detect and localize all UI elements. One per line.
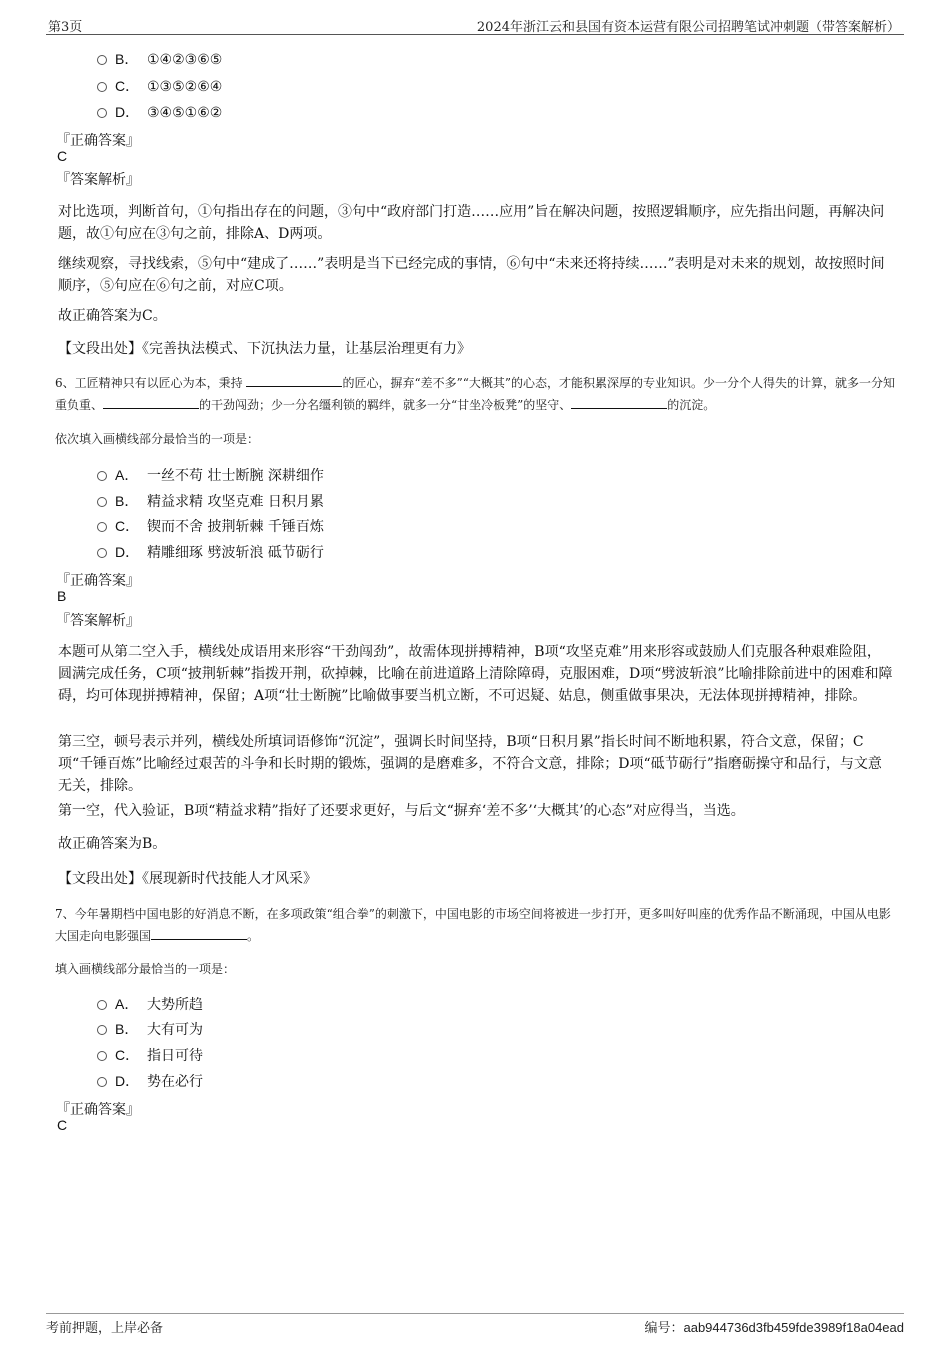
q7-option-d[interactable]: D． 势在必行 — [97, 1071, 203, 1091]
radio-icon[interactable] — [97, 1051, 107, 1061]
q5-answer-label: 『正确答案』 — [56, 133, 140, 149]
q6-instruction: 依次填入画横线部分最恰当的一项是： — [55, 432, 260, 446]
document-title: 2024年浙江云和县国有资本运营有限公司招聘笔试冲刺题（带答案解析） — [476, 20, 900, 35]
q6-analysis-paragraph: 第一空，代入验证，B项“精益求精”指好了还要求更好，与后文“摒弃‘差不多’‘大概其’的心态”对应得当，当选。 — [58, 803, 745, 819]
radio-icon[interactable] — [97, 55, 107, 65]
q6-source: 【文段出处】《展现新时代技能人才风采》 — [58, 871, 317, 887]
q5-option-b[interactable]: B． ①④②③⑥⑤ — [97, 49, 222, 69]
radio-icon[interactable] — [97, 1077, 107, 1087]
q6-conclusion: 故正确答案为B。 — [58, 836, 167, 852]
q6-option-a[interactable]: A． 一丝不苟 壮士断腕 深耕细作 — [97, 465, 324, 485]
q7-option-a[interactable]: A． 大势所趋 — [97, 994, 203, 1014]
q7-instruction: 填入画横线部分最恰当的一项是： — [55, 962, 236, 976]
q5-option-c[interactable]: C． ①③⑤②⑥④ — [97, 76, 222, 96]
q7-answer-label: 『正确答案』 — [56, 1102, 140, 1118]
page-header — [46, 14, 904, 35]
q7-answer: C — [57, 1117, 68, 1133]
q5-answer: C — [57, 148, 68, 164]
radio-icon[interactable] — [97, 522, 107, 532]
q7-option-c[interactable]: C． 指日可待 — [97, 1045, 203, 1065]
blank-line — [151, 927, 247, 940]
q5-source: 【文段出处】《完善执法模式、下沉执法力量，让基层治理更有力》 — [58, 341, 471, 357]
q5-analysis-paragraph: 继续观察，寻找线索，⑤句中“建成了……”表明是当下已经完成的事情，⑥句中“未来还将持续……”表明是对未来的规划，故按照时间顺序，⑤句应在⑥句之前，对应C项。 — [58, 256, 885, 294]
radio-icon[interactable] — [97, 497, 107, 507]
blank-line — [571, 396, 667, 409]
q6-answer-label: 『正确答案』 — [56, 573, 140, 589]
page-footer — [46, 1313, 904, 1338]
q7-stem: 7、今年暑期档中国电影的好消息不断，在多项政策“组合拳”的刺激下，中国电影的市场空间将被进一步打开，更多叫好叫座的优秀作品不断涌现，中国从电影大国走向电影强国 。 — [55, 907, 891, 943]
footer-slogan: 考前押题，上岸必备 — [46, 1321, 164, 1336]
document-code: 编号：aab944736d3fb459fde3989f18a04ead — [644, 1320, 904, 1335]
q5-option-d[interactable]: D． ③④⑤①⑥② — [97, 102, 222, 122]
q6-analysis-label: 『答案解析』 — [56, 613, 140, 629]
q6-option-d[interactable]: D． 精雕细琢 劈波斩浪 砥节砺行 — [97, 542, 324, 562]
q5-conclusion: 故正确答案为C。 — [58, 308, 167, 324]
radio-icon[interactable] — [97, 548, 107, 558]
q6-option-b[interactable]: B． 精益求精 攻坚克难 日积月累 — [97, 491, 324, 511]
q6-stem: 6、工匠精神只有以匠心为本，秉持 的匠心，摒弃“差不多”“大概其”的心态，才能积累深厚的专业知识。少一分个人得失的计算，就多一分知重负重、 的干劲闯劲；少一分名缰利锁的羁绊，就多一分“甘坐冷板凳”的坚守、 的沉淀。 — [55, 376, 895, 412]
q5-analysis-paragraph: 对比选项，判断首句，①句指出存在的问题，③句中“政府部门打造……应用”旨在解决问题，按照逻辑顺序，应先指出问题，再解决问题，故①句应在③句之前，排除A、D两项。 — [58, 204, 885, 242]
q6-option-c[interactable]: C． 锲而不舍 披荆斩棘 千锤百炼 — [97, 516, 324, 536]
q6-analysis-paragraph: 本题可从第二空入手，横线处成语用来形容“干劲闯劲”，故需体现拼搏精神，B项“攻坚克难”用来形容或鼓励人们克服各种艰难险阻，圆满完成任务，C项“披荆斩棘”指拨开荆，砍掉棘，比喻在前进道路上清除障碍，克服困难，D项“劈波斩浪”比喻排除前进中的困难和障碍，均可体现拼搏精神，保留；A项“壮士断腕”比喻做事要当机立断，不可迟疑、姑息，侧重做事果决，无法体现拼搏精神，排除。 — [58, 644, 893, 704]
radio-icon[interactable] — [97, 1025, 107, 1035]
q6-answer: B — [57, 588, 67, 604]
blank-line — [103, 396, 199, 409]
radio-icon[interactable] — [97, 1000, 107, 1010]
blank-line — [246, 374, 342, 387]
q6-analysis-paragraph: 第三空，顿号表示并列，横线处所填词语修饰“沉淀”，强调长时间坚持，B项“日积月累”指长时间不断地积累，符合文意，保留；C项“千锤百炼”比喻经过艰苦的斗争和长时期的锻炼，强调的是磨难多，不符合文意，排除；D项“砥节砺行”指磨砺操守和品行，与文意无关，排除。 — [58, 734, 882, 794]
radio-icon[interactable] — [97, 471, 107, 481]
radio-icon[interactable] — [97, 82, 107, 92]
q7-option-b[interactable]: B． 大有可为 — [97, 1019, 203, 1039]
radio-icon[interactable] — [97, 108, 107, 118]
page-number: 第3页 — [48, 20, 83, 35]
q5-analysis-label: 『答案解析』 — [56, 172, 140, 188]
